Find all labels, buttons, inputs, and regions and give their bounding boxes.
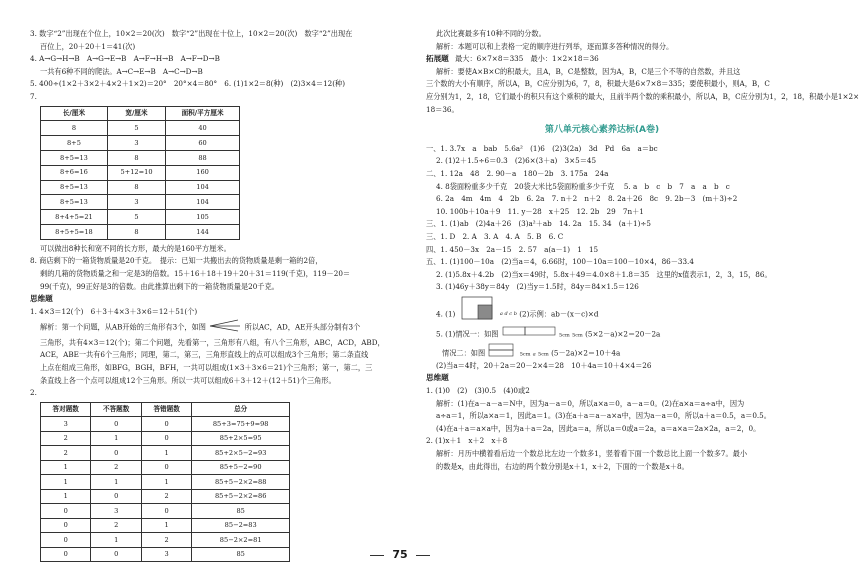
table-cell: 0 — [141, 431, 191, 446]
table-cell: 40 — [166, 121, 240, 136]
table-header: 长/厘米 — [41, 106, 108, 121]
table-cell: 0 — [41, 504, 91, 519]
part-5-q5-case-1 — [426, 324, 778, 342]
thinking-b1-explain-1: 解析：(1)在a－a－a＝N中，因为a－a＝0，所以a×a＝0，a－a＝0。(2)在a×a＝a÷a中，因为 — [436, 398, 745, 408]
rectangle-table-body — [41, 121, 240, 239]
thinking-1-explain-1a: 解析：第一个问题，从AB开始的三角形有3个，如图 — [40, 322, 206, 332]
table-cell: 3 — [107, 195, 165, 210]
table-cell: 0 — [41, 547, 91, 562]
part-5-q5-case-2 — [426, 342, 778, 360]
case-2-dim-side: a — [532, 351, 536, 358]
thinking-b1-explain-2: a÷a＝1，所以a×a＝1，因此a＝1。(3)在a＋a＝a－a×a中，因为a－a＝0，所以a＋a＝0.5，a＝0.5。 — [436, 411, 771, 421]
extension-answer — [426, 53, 778, 66]
table-cell: 2 — [91, 460, 141, 475]
right-column — [426, 28, 859, 473]
right-line-2: 解析：本题可以和上表格一定的顺序进行列举，逐而算多答种情况的得分。 — [436, 41, 674, 51]
part-5-q5-2: (2)当a＝4时，20＋2a＝20－2×4＝28 10＋4a＝10＋4×4＝26 — [436, 360, 652, 370]
score-table-body — [41, 417, 290, 562]
table-cell: 3 — [141, 547, 191, 562]
table-cell: 2 — [141, 533, 191, 548]
part-2-q4 — [426, 181, 778, 194]
table-cell: 0 — [91, 547, 141, 562]
table-row — [41, 136, 240, 151]
part-5-q4 — [426, 294, 778, 324]
table-cell: 1 — [91, 431, 141, 446]
table-cell: 8 — [107, 180, 165, 195]
part-5-q1: 五、1. (1)100－10a (2)当a＝4，6.66时，100－10a＝100－10×4，86－33.4 — [426, 257, 694, 267]
table-row — [41, 518, 290, 533]
table-cell: 0 — [91, 446, 141, 461]
page-number-dash-right — [416, 555, 430, 556]
table-cell: 5+12=10 — [107, 165, 165, 180]
table-cell: 1 — [41, 489, 91, 504]
thinking-1-explain-3: ACE，ABE一共有6个三角形；同理，第二，第三，三角形直线上的点可以组成3个三角形；第二条直线 — [40, 350, 369, 360]
table-header: 面积/平方厘米 — [166, 106, 240, 121]
section-heading-thinking-2: 思维题 — [426, 373, 449, 383]
table-row — [41, 165, 240, 180]
table-cell: 2 — [41, 446, 91, 461]
table-cell: 85 — [192, 504, 290, 519]
table-cell: 104 — [166, 180, 240, 195]
table-cell: 104 — [166, 195, 240, 210]
part-5-q2: 2. (1)5.8x＋4.2b (2)当x＝49时，5.8x＋49＝4.0×8＋1.8＝35 这里的x值表示1，2，3，15，86。 — [436, 269, 772, 279]
thinking-b2-answer: 2. (1)x＋1 x＋2 x＋8 — [426, 436, 508, 446]
table-cell: 0 — [141, 460, 191, 475]
table-header-row — [41, 106, 240, 121]
table-cell: 8+4+5=21 — [41, 210, 108, 225]
score-table — [40, 402, 290, 563]
table-cell: 60 — [166, 136, 240, 151]
part-5-q3: 3. (1)46y＋38y＝84y (2)当y＝1.5时，84y＝84×1.5＝126 — [436, 282, 639, 292]
table-cell: 85 — [192, 547, 290, 562]
table-cell: 8+5 — [41, 136, 108, 151]
part-2-q1: 二、1. 12a 48 2. 90－a 180－2b 3. 175a 24a — [426, 168, 609, 178]
answer-7-note: 可以做出8种长和宽不同的长方形，最大的是160平方厘米。 — [40, 243, 231, 253]
table-cell: 85−2=83 — [192, 518, 290, 533]
table-cell: 3 — [91, 504, 141, 519]
table-row — [41, 533, 290, 548]
thinking-1-explain-5: 条直线上各一个点可以组成12个三角形。所以一共可以组成6＋3＋12＋(12＋51)个三角形。 — [40, 375, 336, 385]
thinking-b1-explain-3: (4)在a＋a＝a×a中，因为a＋a＝2a，因此a＝a，所以a＝0或a＝2a，a＝a×a＝2a×2a，a＝2，0。 — [436, 423, 761, 433]
table-cell: 8 — [107, 224, 165, 239]
case-1-dim-bottom: 5cm — [572, 332, 583, 339]
table-cell: 5 — [107, 121, 165, 136]
figure-label-c: c — [509, 311, 513, 318]
part-5-q4-label: 4. (1) — [436, 309, 456, 319]
table-cell: 3 — [107, 136, 165, 151]
thinking-b2-explain-1: 解析：月历中横着看后边一个数总比左边一个数多1，竖着看下面一个数总比上面一个数多7。最小 — [436, 449, 748, 459]
answer-5-6-line: 5. 400÷(1×2＋3×2＋4×2＋1×2)＝20° 20°×4＝80° 6. (1)1×2＝8(种) (2)3×4＝12(种) — [30, 79, 346, 89]
part-1-q2: 2. (1)2＋1.5÷6＝0.3 (2)6×(3＋a) 3×5＝45 — [436, 156, 597, 166]
table-cell: 3 — [41, 417, 91, 432]
table-cell: 8+5+5=18 — [41, 224, 108, 239]
table-cell: 8 — [107, 150, 165, 165]
table-cell: 88 — [166, 150, 240, 165]
table-cell: 1 — [41, 475, 91, 490]
figure-label-a: a — [499, 311, 503, 318]
section-heading-extension: 拓展题 — [426, 54, 449, 64]
table-cell: 2 — [91, 518, 141, 533]
table-cell: 0 — [141, 504, 191, 519]
extension-explain-1: 解析：要使A×B×C的积最大，且A，B，C是整数，因为A，B，C是三个不等的自然数，并且这 — [436, 66, 741, 76]
part-2-q10: 10. 100b＋10a＋9 11. y－28 x＋25 12. 2b 29 7n＋1 — [436, 206, 644, 216]
table-row — [41, 180, 240, 195]
table-cell: 5 — [107, 210, 165, 225]
case-2-dim-bottom: 5cm — [538, 351, 549, 358]
table-header: 总分 — [192, 402, 290, 417]
section-heading-thinking: 思维题 — [30, 294, 53, 304]
page-number — [0, 548, 800, 561]
case-2-dim-top: 5cm — [519, 351, 531, 358]
table-row — [41, 489, 290, 504]
answer-8-line-1: 8. 商店剩下的一箱货物质量是20千克。 提示：已知一共搬出去的货物质量是剩一箱的2倍， — [30, 256, 323, 266]
table-row — [41, 431, 290, 446]
thinking-1-explain-1 — [30, 318, 390, 337]
part-5-q4-example: (2)示例：ab－(x－c)×d — [519, 309, 599, 319]
part-2-q4-text: 4. 8袋面粉重多少千克 20袋大米比5袋面粉重多少千克 — [436, 181, 615, 191]
table-header: 答错题数 — [141, 402, 191, 417]
table-cell: 1 — [91, 475, 141, 490]
figure-label-b: b — [513, 311, 517, 318]
thinking-1-explain-4: 上点在组成三角形，如BFG，BGH，BFH，一共可以组成(1×3＋3×6＝21)个三角形；第一，第二，三 — [40, 363, 373, 373]
table-cell: 160 — [166, 165, 240, 180]
thinking-2-label: 2. — [30, 388, 37, 398]
table-cell: 85+5−2×2=88 — [192, 475, 290, 490]
part-2-q5-text: 5. a b c b 7 a a b c — [623, 181, 730, 191]
part-4-answers: 四、1. 450－3x 2a－15 2. 57 a(a－1) 1 15 — [426, 244, 599, 254]
table-row — [41, 417, 290, 432]
table-cell: 1 — [41, 460, 91, 475]
thinking-b1-answer: 1. (1)0 (2) (3)0.5 (4)0或2 — [426, 386, 530, 396]
table-row — [41, 446, 290, 461]
figure-label-d: d — [504, 311, 508, 318]
left-column — [30, 28, 390, 565]
table-cell: 8+6=16 — [41, 165, 108, 180]
answer-3-line-1: 3. 数字“2”出现在个位上，10×2＝20(次) 数字“2”出现在十位上，10×2＝20(次) 数字“2”出现在 — [30, 29, 353, 38]
table-cell: 85+3=75+9=98 — [192, 417, 290, 432]
answer-3-line-2: 百位上，20＋20＋1＝41(次) — [40, 41, 136, 51]
table-cell: 1 — [141, 475, 191, 490]
part-1-q1: 一、1. 3.7x a bab 5.6a² (1)6 (2)3(2a) 3d Pd 6a a＝bc — [426, 143, 658, 153]
thinking-1-explain-2: 三角形，共有4×3＝12(个)；第二个问题，先看第一，三角形有八组，有八个三角形，ABC，ACD，ABD， — [40, 337, 385, 347]
table-cell: 1 — [91, 533, 141, 548]
table-row — [41, 121, 240, 136]
answer-7-label: 7. — [30, 91, 37, 101]
extension-explain-2: 三个数的大小有顺序，所以A，B，C应分别为6，7，8，积最大是6×7×8＝335；要使积最小，则A，B，C — [426, 79, 770, 89]
case-1-formula: (5×2－a)×2＝20－2a — [585, 329, 661, 339]
right-line-1: 此次比赛最多有10种不同的分数。 — [436, 29, 546, 38]
answer-8-line-2: 剩的几箱的货物质量之和一定是3的倍数。15＋16＋18＋19＋20＋31＝119(千克)，119－20＝ — [40, 268, 351, 278]
extension-explain-3: 应分别为1，2，18，它们最小的积只有这个乘积的最大，且前半两个数的乘积最小，所以A，B，C应分别为1，2，18，积最小是1×2× — [426, 91, 859, 101]
extension-explain-4: 18＝36。 — [426, 104, 459, 114]
table-cell: 1 — [141, 446, 191, 461]
answer-4-line-2: 一共有6种不同的爬法。A→C→E→B A→C→D→B — [40, 66, 203, 76]
table-cell: 2 — [41, 431, 91, 446]
figure-labels — [500, 299, 517, 329]
table-header: 宽/厘米 — [107, 106, 165, 121]
table-cell: 0 — [91, 417, 141, 432]
unit-title: 第八单元核心素养达标(A卷) — [544, 125, 660, 136]
table-cell: 85+2×5−2=93 — [192, 446, 290, 461]
table-header: 答对题数 — [41, 402, 91, 417]
thinking-b2-explain-2: 的数是x，由此得出，右边的两个数分别是x＋1，x＋2，下面的一个数是x＋8。 — [436, 461, 689, 471]
part-2-q6: 6. 2a 4m 4m 4 2b 6. 2a 7. n＋2 n＋2 8. 2a＋26 8c 9. 2b－3 (m＋3)÷2 — [436, 194, 738, 204]
table-row — [41, 210, 240, 225]
case-1-label: 5. (1)情况一：如图 — [436, 329, 499, 339]
table-row — [41, 224, 240, 239]
case-2-label: 情况二：如图 — [442, 348, 486, 358]
table-cell: 2 — [141, 489, 191, 504]
table-cell: 85+2×5=95 — [192, 431, 290, 446]
table-header-row — [41, 402, 290, 417]
table-cell: 0 — [91, 489, 141, 504]
table-cell: 0 — [41, 518, 91, 533]
rectangle-table — [40, 106, 240, 240]
table-cell: 144 — [166, 224, 240, 239]
table-header: 不答题数 — [91, 402, 141, 417]
part-2-q13: 三、1. (1)ab (2)4a＋26 (3)a²＋ab 14. 2a 15. 34 (a＋1)÷5 — [426, 219, 651, 229]
ray-diagram — [208, 318, 242, 337]
thinking-1-explain-1b: 所以AC，AD，AE开头部分制有3个 — [244, 322, 361, 332]
case-2-formula: (5－2a)×2＝10＋4a — [551, 348, 621, 358]
table-cell: 1 — [141, 518, 191, 533]
extension-values: 最大：6×7×8＝335 最小：1×2×18＝36 — [455, 54, 599, 64]
table-row — [41, 460, 290, 475]
table-row — [41, 150, 240, 165]
table-cell: 0 — [141, 417, 191, 432]
table-cell: 105 — [166, 210, 240, 225]
page-number-dash-left — [370, 555, 384, 556]
answer-8-line-3: 99(千克)，99正好是3的倍数。由此推算出剩下的一箱货物质量是20千克。 — [40, 281, 279, 291]
table-cell: 85+5−2×2=86 — [192, 489, 290, 504]
table-row — [41, 504, 290, 519]
thinking-1-answer: 1. 4×3＝12(个) 6＋3＋4×3＋3×6＝12＋51(个) — [30, 306, 198, 316]
answer-4-line-1: 4. A→G→H→B A→G→E→B A→F→H→B A→F→D→B — [30, 54, 220, 64]
case-1-dim-top: 5cm — [559, 332, 570, 339]
table-cell: 8 — [41, 121, 108, 136]
table-cell: 0 — [41, 533, 91, 548]
table-cell: 85+5−2=90 — [192, 460, 290, 475]
table-cell: 8+5=13 — [41, 195, 108, 210]
table-row — [41, 475, 290, 490]
part-3-choices: 三、1. D 2. A 3. A 4. A 5. B 6. C — [426, 231, 564, 241]
table-row — [41, 195, 240, 210]
table-cell: 85−2×2=81 — [192, 533, 290, 548]
table-cell: 8+5=13 — [41, 150, 108, 165]
table-cell: 8+5=13 — [41, 180, 108, 195]
page-number-text: 75 — [392, 548, 408, 561]
